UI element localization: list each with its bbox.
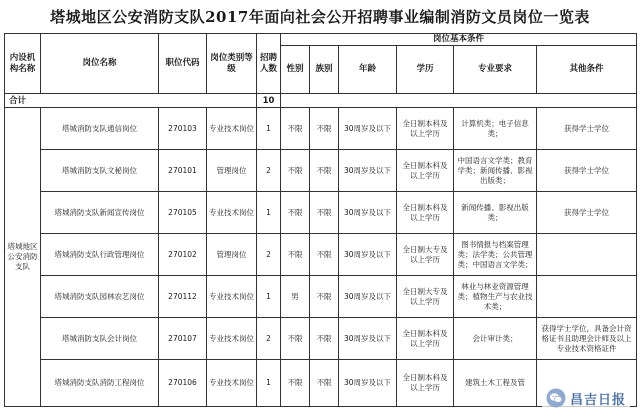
ethnicity-cell: 不限 <box>310 360 339 407</box>
watermark <box>542 386 630 410</box>
gender-cell: 男 <box>281 276 310 318</box>
position-category: 专业技术岗位 <box>207 276 257 318</box>
wechat-logo-icon <box>546 388 566 408</box>
header-major: 专业要求 <box>454 46 537 94</box>
major-cell: 林业与林业资源管理类；植物生产与农业技术类； <box>454 276 537 318</box>
table-row <box>5 318 637 360</box>
position-name: 塔城消防支队文秘岗位 <box>41 150 159 192</box>
education-cell: 全日制本科及以上学历 <box>397 108 454 150</box>
gender-cell: 不限 <box>281 192 310 234</box>
position-code: 270101 <box>159 150 207 192</box>
table-row <box>5 276 637 318</box>
table-row <box>5 150 637 192</box>
education-cell: 全日制本科及以上学历 <box>397 360 454 407</box>
position-code: 270103 <box>159 108 207 150</box>
total-label: 合计 <box>5 94 257 108</box>
page-title: 塔城地区公安消防支队2017年面向社会公开招聘事业编制消防文员岗位一览表 <box>50 8 590 26</box>
major-cell: 新闻传播、影视出版类； <box>454 192 537 234</box>
header-age: 年龄 <box>339 46 397 94</box>
table-row <box>5 234 637 276</box>
education-cell: 全日制本科及以上学历 <box>397 150 454 192</box>
major-cell: 中国语言文学类；教育学类；新闻传播、影视出版类； <box>454 150 537 192</box>
ethnicity-cell: 不限 <box>310 192 339 234</box>
unit-name-cell <box>5 108 41 407</box>
position-code: 270102 <box>159 234 207 276</box>
header-basic-conditions: 岗位基本条件 <box>281 34 637 46</box>
other-cell <box>537 234 637 276</box>
major-cell: 计算机类；电子信息类； <box>454 108 537 150</box>
header-education: 学历 <box>397 46 454 94</box>
age-cell: 30周岁及以下 <box>339 318 397 360</box>
major-cell: 建筑土木工程及管 <box>454 360 537 407</box>
position-category: 专业技术岗位 <box>207 108 257 150</box>
education-cell: 全日制大专及以上学历 <box>397 234 454 276</box>
unit-name: 塔城地区公安消防支队 <box>7 242 38 271</box>
position-name: 塔城消防支队园林农艺岗位 <box>41 276 159 318</box>
position-name: 塔城消防支队会计岗位 <box>41 318 159 360</box>
position-code: 270106 <box>159 360 207 407</box>
position-count: 1 <box>257 276 281 318</box>
other-cell <box>537 276 637 318</box>
header-code: 职位代码 <box>159 34 207 94</box>
other-cell: 获得学士学位，具备会计资格证书且助理会计师及以上专业技术资格证件 <box>537 318 637 360</box>
watermark-text: 昌吉日报 <box>569 392 626 408</box>
position-count: 2 <box>257 150 281 192</box>
ethnicity-cell: 不限 <box>310 234 339 276</box>
major-cell: 图书情报与档案管理类；法学类；公共管理类；中国语言文学类； <box>454 234 537 276</box>
other-cell: 获得学士学位 <box>537 108 637 150</box>
ethnicity-cell: 不限 <box>310 276 339 318</box>
position-count: 1 <box>257 108 281 150</box>
major-cell: 会计审计类； <box>454 318 537 360</box>
position-name: 塔城消防支队通信岗位 <box>41 108 159 150</box>
position-category: 专业技术岗位 <box>207 318 257 360</box>
header-count: 招聘人数 <box>257 34 281 94</box>
header-gender: 性别 <box>281 46 310 94</box>
ethnicity-cell: 不限 <box>310 108 339 150</box>
gender-cell: 不限 <box>281 108 310 150</box>
header-ethnicity: 族别 <box>310 46 339 94</box>
age-cell: 30周岁及以下 <box>339 192 397 234</box>
position-name: 塔城消防支队行政管理岗位 <box>41 234 159 276</box>
education-cell: 全日制本科及以上学历 <box>397 318 454 360</box>
position-count: 1 <box>257 360 281 407</box>
position-count: 2 <box>257 318 281 360</box>
position-count: 1 <box>257 192 281 234</box>
header-position: 岗位名称 <box>41 34 159 94</box>
age-cell: 30周岁及以下 <box>339 276 397 318</box>
gender-cell: 不限 <box>281 234 310 276</box>
age-cell: 30周岁及以下 <box>339 360 397 407</box>
header-other: 其他条件 <box>537 46 637 94</box>
table-row <box>5 192 637 234</box>
position-name: 塔城消防支队消防工程岗位 <box>41 360 159 407</box>
header-category: 岗位类别等级 <box>207 34 257 94</box>
gender-cell: 不限 <box>281 360 310 407</box>
ethnicity-cell: 不限 <box>310 150 339 192</box>
position-category: 专业技术岗位 <box>207 360 257 407</box>
position-category: 管理岗位 <box>207 150 257 192</box>
position-code: 270107 <box>159 318 207 360</box>
education-cell: 全日制大专及以上学历 <box>397 276 454 318</box>
ethnicity-cell: 不限 <box>310 318 339 360</box>
age-cell: 30周岁及以下 <box>339 234 397 276</box>
education-cell: 全日制本科及以上学历 <box>397 192 454 234</box>
position-category: 管理岗位 <box>207 234 257 276</box>
total-row <box>5 94 637 108</box>
gender-cell: 不限 <box>281 318 310 360</box>
age-cell: 30周岁及以下 <box>339 108 397 150</box>
position-count: 2 <box>257 234 281 276</box>
position-name: 塔城消防支队新闻宣传岗位 <box>41 192 159 234</box>
other-cell: 获得学士学位 <box>537 150 637 192</box>
position-code: 270105 <box>159 192 207 234</box>
positions-table <box>4 33 637 407</box>
table-row <box>5 108 637 150</box>
position-category: 专业技术岗位 <box>207 192 257 234</box>
position-code: 270112 <box>159 276 207 318</box>
age-cell: 30周岁及以下 <box>339 150 397 192</box>
other-cell: 获得学士学位 <box>537 192 637 234</box>
gender-cell: 不限 <box>281 150 310 192</box>
total-count: 10 <box>257 94 281 108</box>
header-dept: 内设机构名称 <box>5 34 41 94</box>
